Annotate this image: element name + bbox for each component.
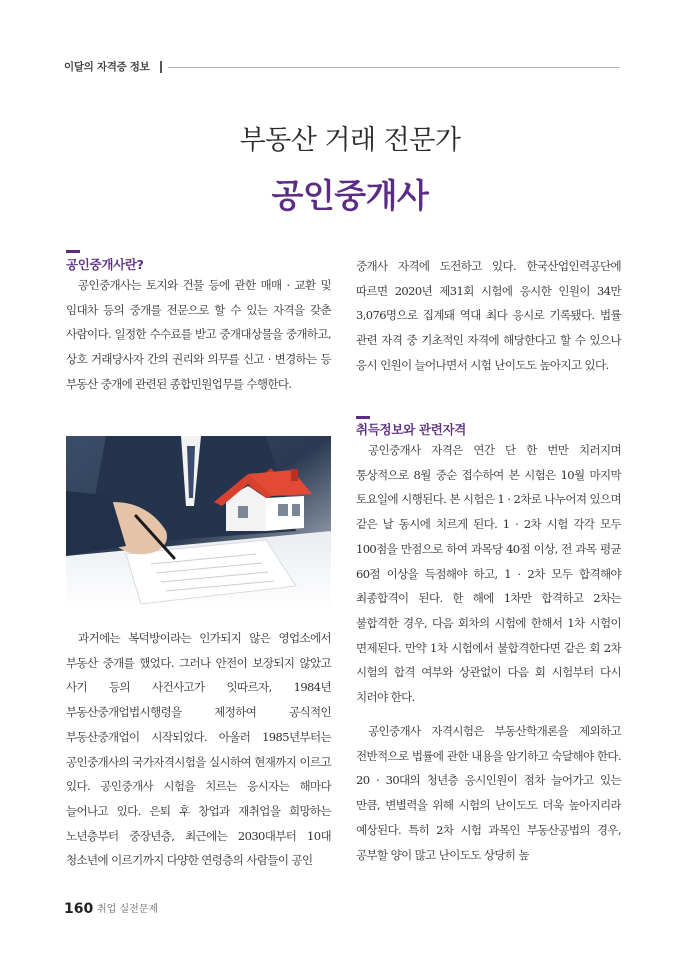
header-divider (160, 61, 162, 73)
paragraph-exam-study: 공인중개사 자격시험은 부동산학개론을 제외하고 전반적으로 법률에 관한 내용을 암기하고 숙달해야 한다. 20 · 30대의 청년층 응시인원이 점차 늘어가고 있는 만큼, 변별력을 위해 시험의 난이도도 더욱 높아지리라 예상된다. 특히 2차 시험 과목인 부동산공법의 경우, 공부할 양이 많고 난이도도 상당히 높 (356, 724, 621, 862)
section-marker (356, 416, 370, 419)
page-number: 160 (64, 901, 94, 917)
photo-house-contract (66, 436, 331, 612)
section-marker (66, 250, 80, 253)
article-title: 공인중개사 (271, 176, 429, 215)
paragraph-continued: 중개사 자격에 도전하고 있다. 한국산업인력공단에 따르면 2020년 제31회 시험에 응시한 인원이 34만 3,076명으로 집계돼 역대 최다 응시로 기록됐다. 법률 관련 자격 중 기초적인 자격에 해당한다고 할 수 있으나 응시 인원이 늘어나면서 시험 난이도도 높아지고 있다. (356, 259, 621, 372)
article-subtitle: 부동산 거래 전문가 (239, 125, 461, 156)
header-rule (168, 67, 620, 68)
header-label: 이달의 자격증 정보 (64, 61, 150, 73)
section-heading-intro: 공인중개사란? (66, 257, 144, 272)
magazine-name: 취업 실전문제 (97, 904, 159, 915)
running-header (64, 58, 620, 76)
paragraph-exam-info: 공인중개사 자격은 연간 단 한 번만 치러지며 통상적으로 8월 중순 접수하여 본 시험은 10월 마지막 토요일에 시행된다. 본 시험은 1 · 2차로 나누어져 있으며 같은 날 동시에 치르게 된다. 1 · 2차 시험 각각 모두 100점을 만점으로 하여 과목당 40점 이상, 전 과목 평균 60점 이상을 득점해야 하고, 1 · 2차 모두 합격해야 최종합격이 된다. 한 해에 1차만 합격하고 2차는 불합격한 경우, 다음 회차의 시험에 한해서 1차 시험이 면제된다. 만약 1차 시험에서 불합격한다면 같은 회 2차 시험의 합격 여부와 상관없이 다음 회 시험부터 다시 치러야 한다. (356, 443, 621, 705)
paragraph-intro: 공인중개사는 토지와 건물 등에 관한 매매 · 교환 및 임대차 등의 중개를 전문으로 할 수 있는 자격을 갖춘 사람이다. 일정한 수수료를 받고 중개대상물을 중개하고, 상호 거래당사자 간의 권리와 의무를 신고 · 변경하는 등 부동산 중개에 관련된 종합민원업무를 수행한다. (66, 278, 331, 391)
paragraph-history: 과거에는 복덕방이라는 인가되지 않은 영업소에서 부동산 중개를 했었다. 그러나 안전이 보장되지 않았고 사기 등의 사건사고가 잇따르자, 1984년 부동산중개업법시행령을 제정하여 공식적인 부동산중개업이 시작되었다. 아울러 1985년부터는 공인중개사의 국가자격시험을 실시하여 현재까지 이르고 있다. 공인중개사 시험을 치르는 응시자는 해마다 늘어나고 있다. 은퇴 후 창업과 재취업을 희망하는 노년층부터 중장년층, 최근에는 2030대부터 10대 청소년에 이르기까지 다양한 연령층의 사람들이 공인 (66, 631, 331, 868)
section-heading-exam-info: 취득정보와 관련자격 (356, 422, 467, 437)
